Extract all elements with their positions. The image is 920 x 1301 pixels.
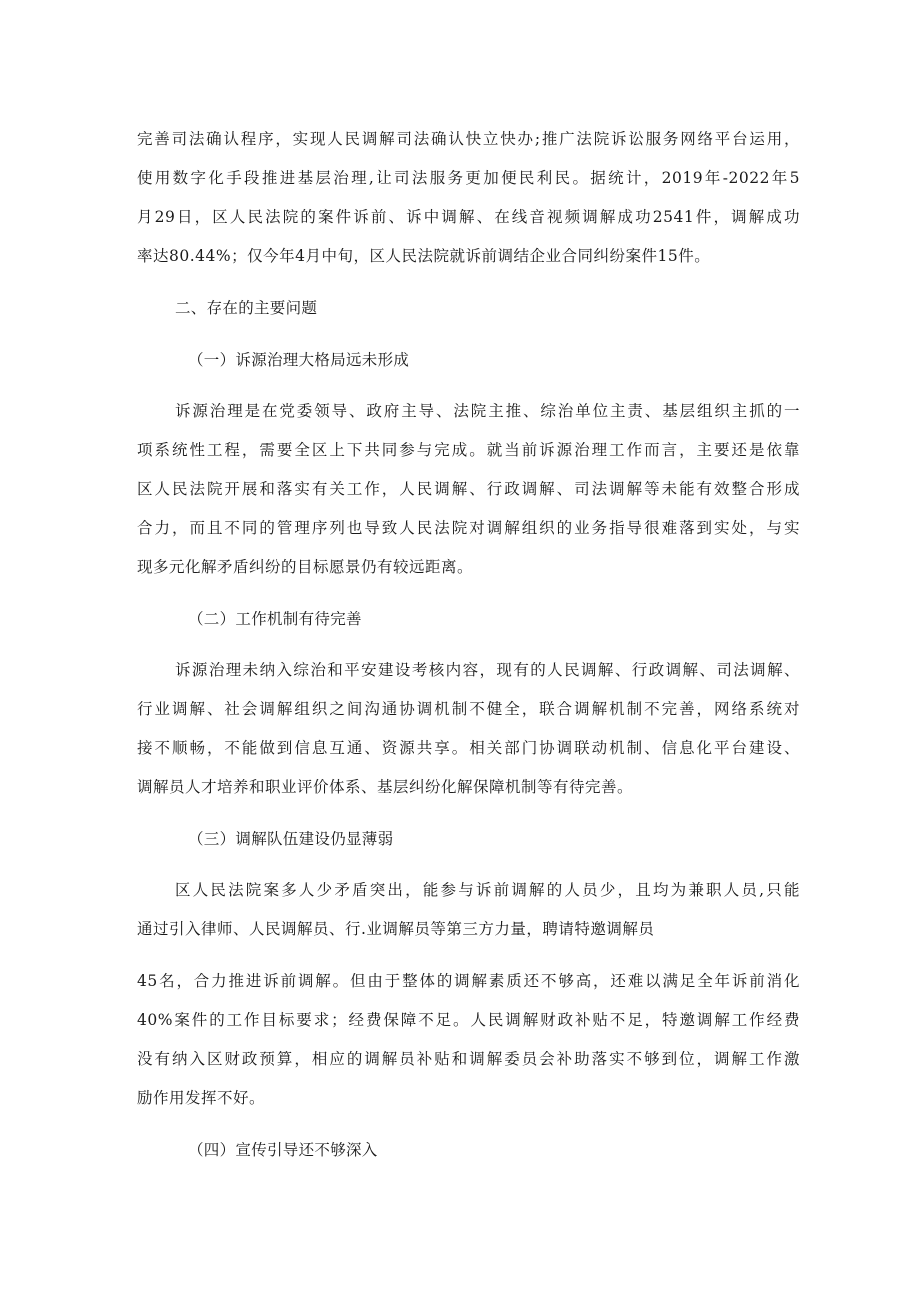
subheading-1: （一）诉源治理大格局远未形成 xyxy=(188,351,410,369)
paragraph-2-line-5: 现多元化解矛盾纠纷的目标愿景仍有较远距离。 xyxy=(137,558,474,576)
paragraph-3-line-2: 行业调解、社会调解组织之间沟通协调机制不健全，联合调解机制不完善，网络系统对 xyxy=(137,700,800,718)
paragraph-3-line-3: 接不顺畅，不能做到信息互通、资源共享。相关部门协调联动机制、信息化平台建设、 xyxy=(137,739,800,757)
paragraph-2-line-3: 区人民法院开展和落实有关工作，人民调解、行政调解、司法调解等未能有效整合形成 xyxy=(137,480,800,498)
section-heading-problems: 二、存在的主要问题 xyxy=(175,299,318,317)
paragraph-2-line-2: 项系统性工程，需要全区上下共同参与完成。就当前诉源治理工作而言，主要还是依靠 xyxy=(137,441,800,459)
paragraph-2-line-4: 合力，而且不同的管理序列也导致人民法院对调解组织的业务指导很难落到实处，与实 xyxy=(137,519,800,537)
paragraph-2-line-1: 诉源治理是在党委领导、政府主导、法院主推、综治单位主责、基层组织主抓的一 xyxy=(175,402,800,420)
subheading-2: （二）工作机制有待完善 xyxy=(188,610,362,628)
paragraph-1-line-3: 月29日，区人民法院的案件诉前、诉中调解、在线音视频调解成功2541件，调解成功 xyxy=(137,208,800,226)
paragraph-4-line-1: 区人民法院案多人少矛盾突出，能参与诉前调解的人员少，且均为兼职人员,只能 xyxy=(175,881,800,899)
paragraph-1-line-1: 完善司法确认程序，实现人民调解司法确认快立快办;推广法院诉讼服务网络平台运用， xyxy=(137,130,800,148)
paragraph-1-line-4: 率达80.44%；仅今年4月中旬，区人民法院就诉前调结企业合同纠纷案件15件。 xyxy=(137,247,711,265)
paragraph-5-line-1: 45名，合力推进诉前调解。但由于整体的调解素质还不够高，还难以满足全年诉前消化 xyxy=(137,972,800,990)
subheading-3: （三）调解队伍建设仍显薄弱 xyxy=(188,830,394,848)
subheading-4: （四）宣传引导还不够深入 xyxy=(188,1141,378,1159)
paragraph-5-line-2: 40%案件的工作目标要求；经费保障不足。人民调解财政补贴不足，特邀调解工作经费 xyxy=(137,1011,800,1029)
paragraph-1-line-2: 使用数字化手段推进基层治理,让司法服务更加便民利民。据统计，2019年-2022年5 xyxy=(137,169,800,187)
paragraph-3-line-1: 诉源治理未纳入综治和平安建设考核内容，现有的人民调解、行政调解、司法调解、 xyxy=(175,661,800,679)
paragraph-4-line-2: 通过引入律师、人民调解员、行.业调解员等第三方力量，聘请特邀调解员 xyxy=(137,920,655,938)
paragraph-3-line-4: 调解员人才培养和职业评价体系、基层纠纷化解保障机制等有待完善。 xyxy=(137,778,634,796)
paragraph-5-line-3: 没有纳入区财政预算，相应的调解员补贴和调解委员会补助落实不够到位，调解工作激 xyxy=(137,1050,800,1068)
paragraph-5-line-4: 励作用发挥不好。 xyxy=(137,1089,266,1107)
